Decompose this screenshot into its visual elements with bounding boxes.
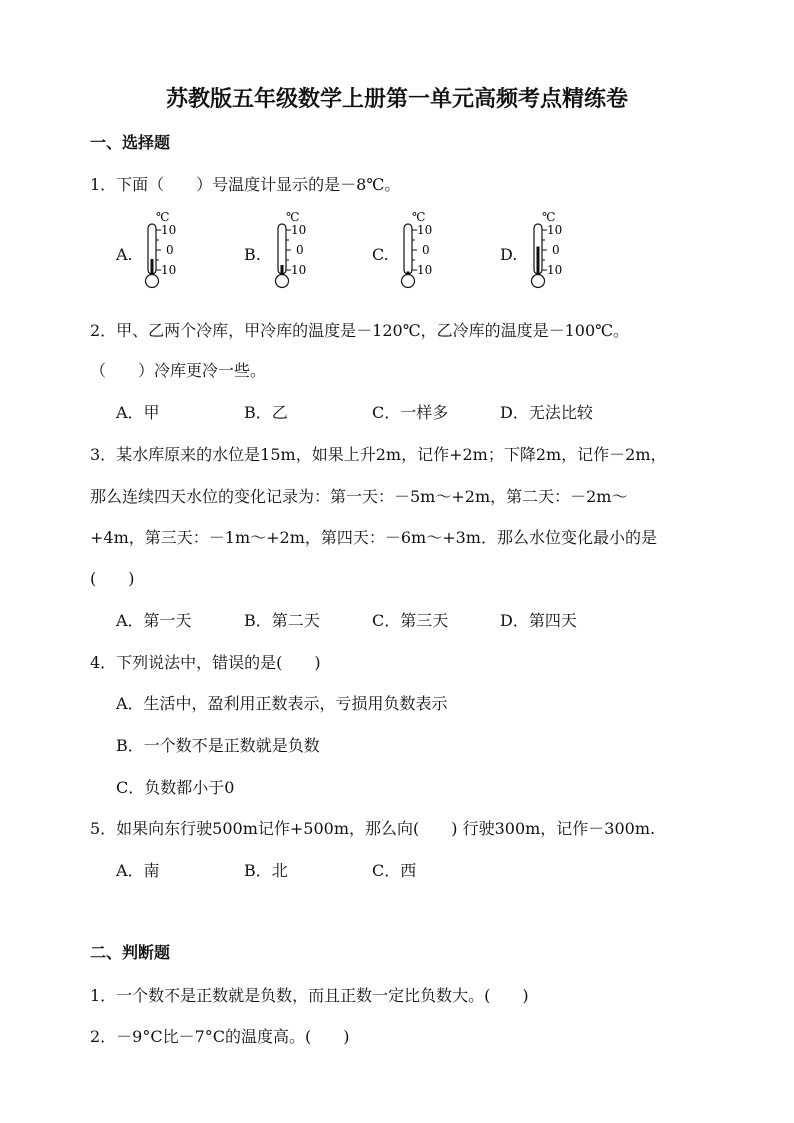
thermometer-unit-label: ℃ bbox=[286, 210, 300, 224]
question-3-line-2: 那么连续四天水位的变化记录为：第一天：－5m～+2m，第二天：－2m～ bbox=[90, 487, 628, 506]
question-2-line-1: 2．甲、乙两个冷库，甲冷库的温度是－120℃，乙冷库的温度是－100℃。 bbox=[90, 321, 630, 340]
thermometer-tick-label-bottom: 10 bbox=[161, 263, 177, 277]
q4-option-a: A．生活中，盈利用正数表示，亏损用负数表示 bbox=[116, 694, 448, 713]
thermometer-graphic bbox=[526, 210, 596, 292]
thermometer-graphic bbox=[270, 210, 340, 292]
thermometer-tick-label-mid: 0 bbox=[422, 243, 430, 257]
thermometer-tick-label-top: 10 bbox=[417, 223, 433, 237]
q1-option-d-label: D. bbox=[500, 245, 518, 264]
question-1-text: 1．下面（ ）号温度计显示的是－8℃。 bbox=[90, 175, 401, 194]
question-3-line-1: 3．某水库原来的水位是15m，如果上升2m，记作+2m；下降2m，记作－2m， bbox=[90, 445, 667, 464]
q1-option-c-label: C. bbox=[372, 245, 389, 264]
q4-option-c: C．负数都小于0 bbox=[116, 778, 235, 797]
q4-option-b: B．一个数不是正数就是负数 bbox=[116, 736, 320, 755]
thermometer-unit-label: ℃ bbox=[156, 210, 170, 224]
question-5-text: 5．如果向东行驶500m记作+500m，那么向( ) 行驶300m，记作－300m. bbox=[90, 819, 656, 838]
q2-option-d: D．无法比较 bbox=[500, 403, 593, 422]
thermometer-bulb bbox=[146, 275, 159, 288]
thermometer-tick-label-mid: 0 bbox=[166, 243, 174, 257]
thermometer-tick-label-bottom: 10 bbox=[291, 263, 307, 277]
thermometer-graphic bbox=[396, 210, 466, 292]
q3-option-c: C．第三天 bbox=[372, 611, 449, 630]
thermometer-tick-label-top: 10 bbox=[161, 223, 177, 237]
q1-thermometer-a bbox=[140, 210, 210, 292]
q5-option-b: B．北 bbox=[244, 861, 288, 880]
section-heading-judge: 二、判断题 bbox=[90, 943, 171, 962]
q3-option-d: D．第四天 bbox=[500, 611, 577, 630]
q1-thermometer-b bbox=[270, 210, 340, 292]
q1-option-a-label: A. bbox=[116, 245, 133, 264]
thermometer-unit-label: ℃ bbox=[412, 210, 426, 224]
thermometer-mercury bbox=[151, 259, 154, 276]
q2-option-a: A．甲 bbox=[116, 403, 160, 422]
thermometer-tick-label-top: 10 bbox=[547, 223, 563, 237]
thermometer-tick-label-top: 10 bbox=[291, 223, 307, 237]
q1-option-b-label: B. bbox=[244, 245, 261, 264]
q2-option-b: B．乙 bbox=[244, 403, 288, 422]
q2-option-c: C．一样多 bbox=[372, 403, 449, 422]
thermometer-bulb bbox=[276, 275, 289, 288]
judge-question-1: 1．一个数不是正数就是负数，而且正数一定比负数大。( ) bbox=[90, 986, 529, 1005]
q5-option-a: A．南 bbox=[116, 861, 160, 880]
q3-option-a: A．第一天 bbox=[116, 611, 192, 630]
thermometer-bulb bbox=[402, 275, 415, 288]
q1-thermometer-c bbox=[396, 210, 466, 292]
question-3-line-3: +4m，第三天：－1m～+2m，第四天：－6m～+3m．那么水位变化最小的是 bbox=[90, 528, 657, 547]
thermometer-graphic bbox=[140, 210, 210, 292]
thermometer-mercury bbox=[537, 247, 540, 277]
thermometer-tick-label-bottom: 10 bbox=[417, 263, 433, 277]
thermometer-unit-label: ℃ bbox=[542, 210, 556, 224]
q5-option-c: C．西 bbox=[372, 861, 417, 880]
question-2-line-2: （ ）冷库更冷一些。 bbox=[90, 361, 267, 380]
q1-thermometer-d bbox=[526, 210, 596, 292]
question-3-line-4: ( ) bbox=[90, 569, 135, 588]
question-4-text: 4．下列说法中，错误的是( ) bbox=[90, 653, 321, 672]
thermometer-tick-label-bottom: 10 bbox=[547, 263, 563, 277]
thermometer-bulb bbox=[532, 275, 545, 288]
q3-option-b: B．第二天 bbox=[244, 611, 320, 630]
section-heading-choice: 一、选择题 bbox=[90, 133, 171, 152]
thermometer-tick-label-mid: 0 bbox=[296, 243, 304, 257]
thermometer-tick-label-mid: 0 bbox=[552, 243, 560, 257]
page-title: 苏教版五年级数学上册第一单元高频考点精练卷 bbox=[165, 86, 628, 112]
thermometer-tube bbox=[404, 224, 412, 274]
judge-question-2: 2．－9°C比－7°C的温度高。( ) bbox=[90, 1027, 350, 1046]
